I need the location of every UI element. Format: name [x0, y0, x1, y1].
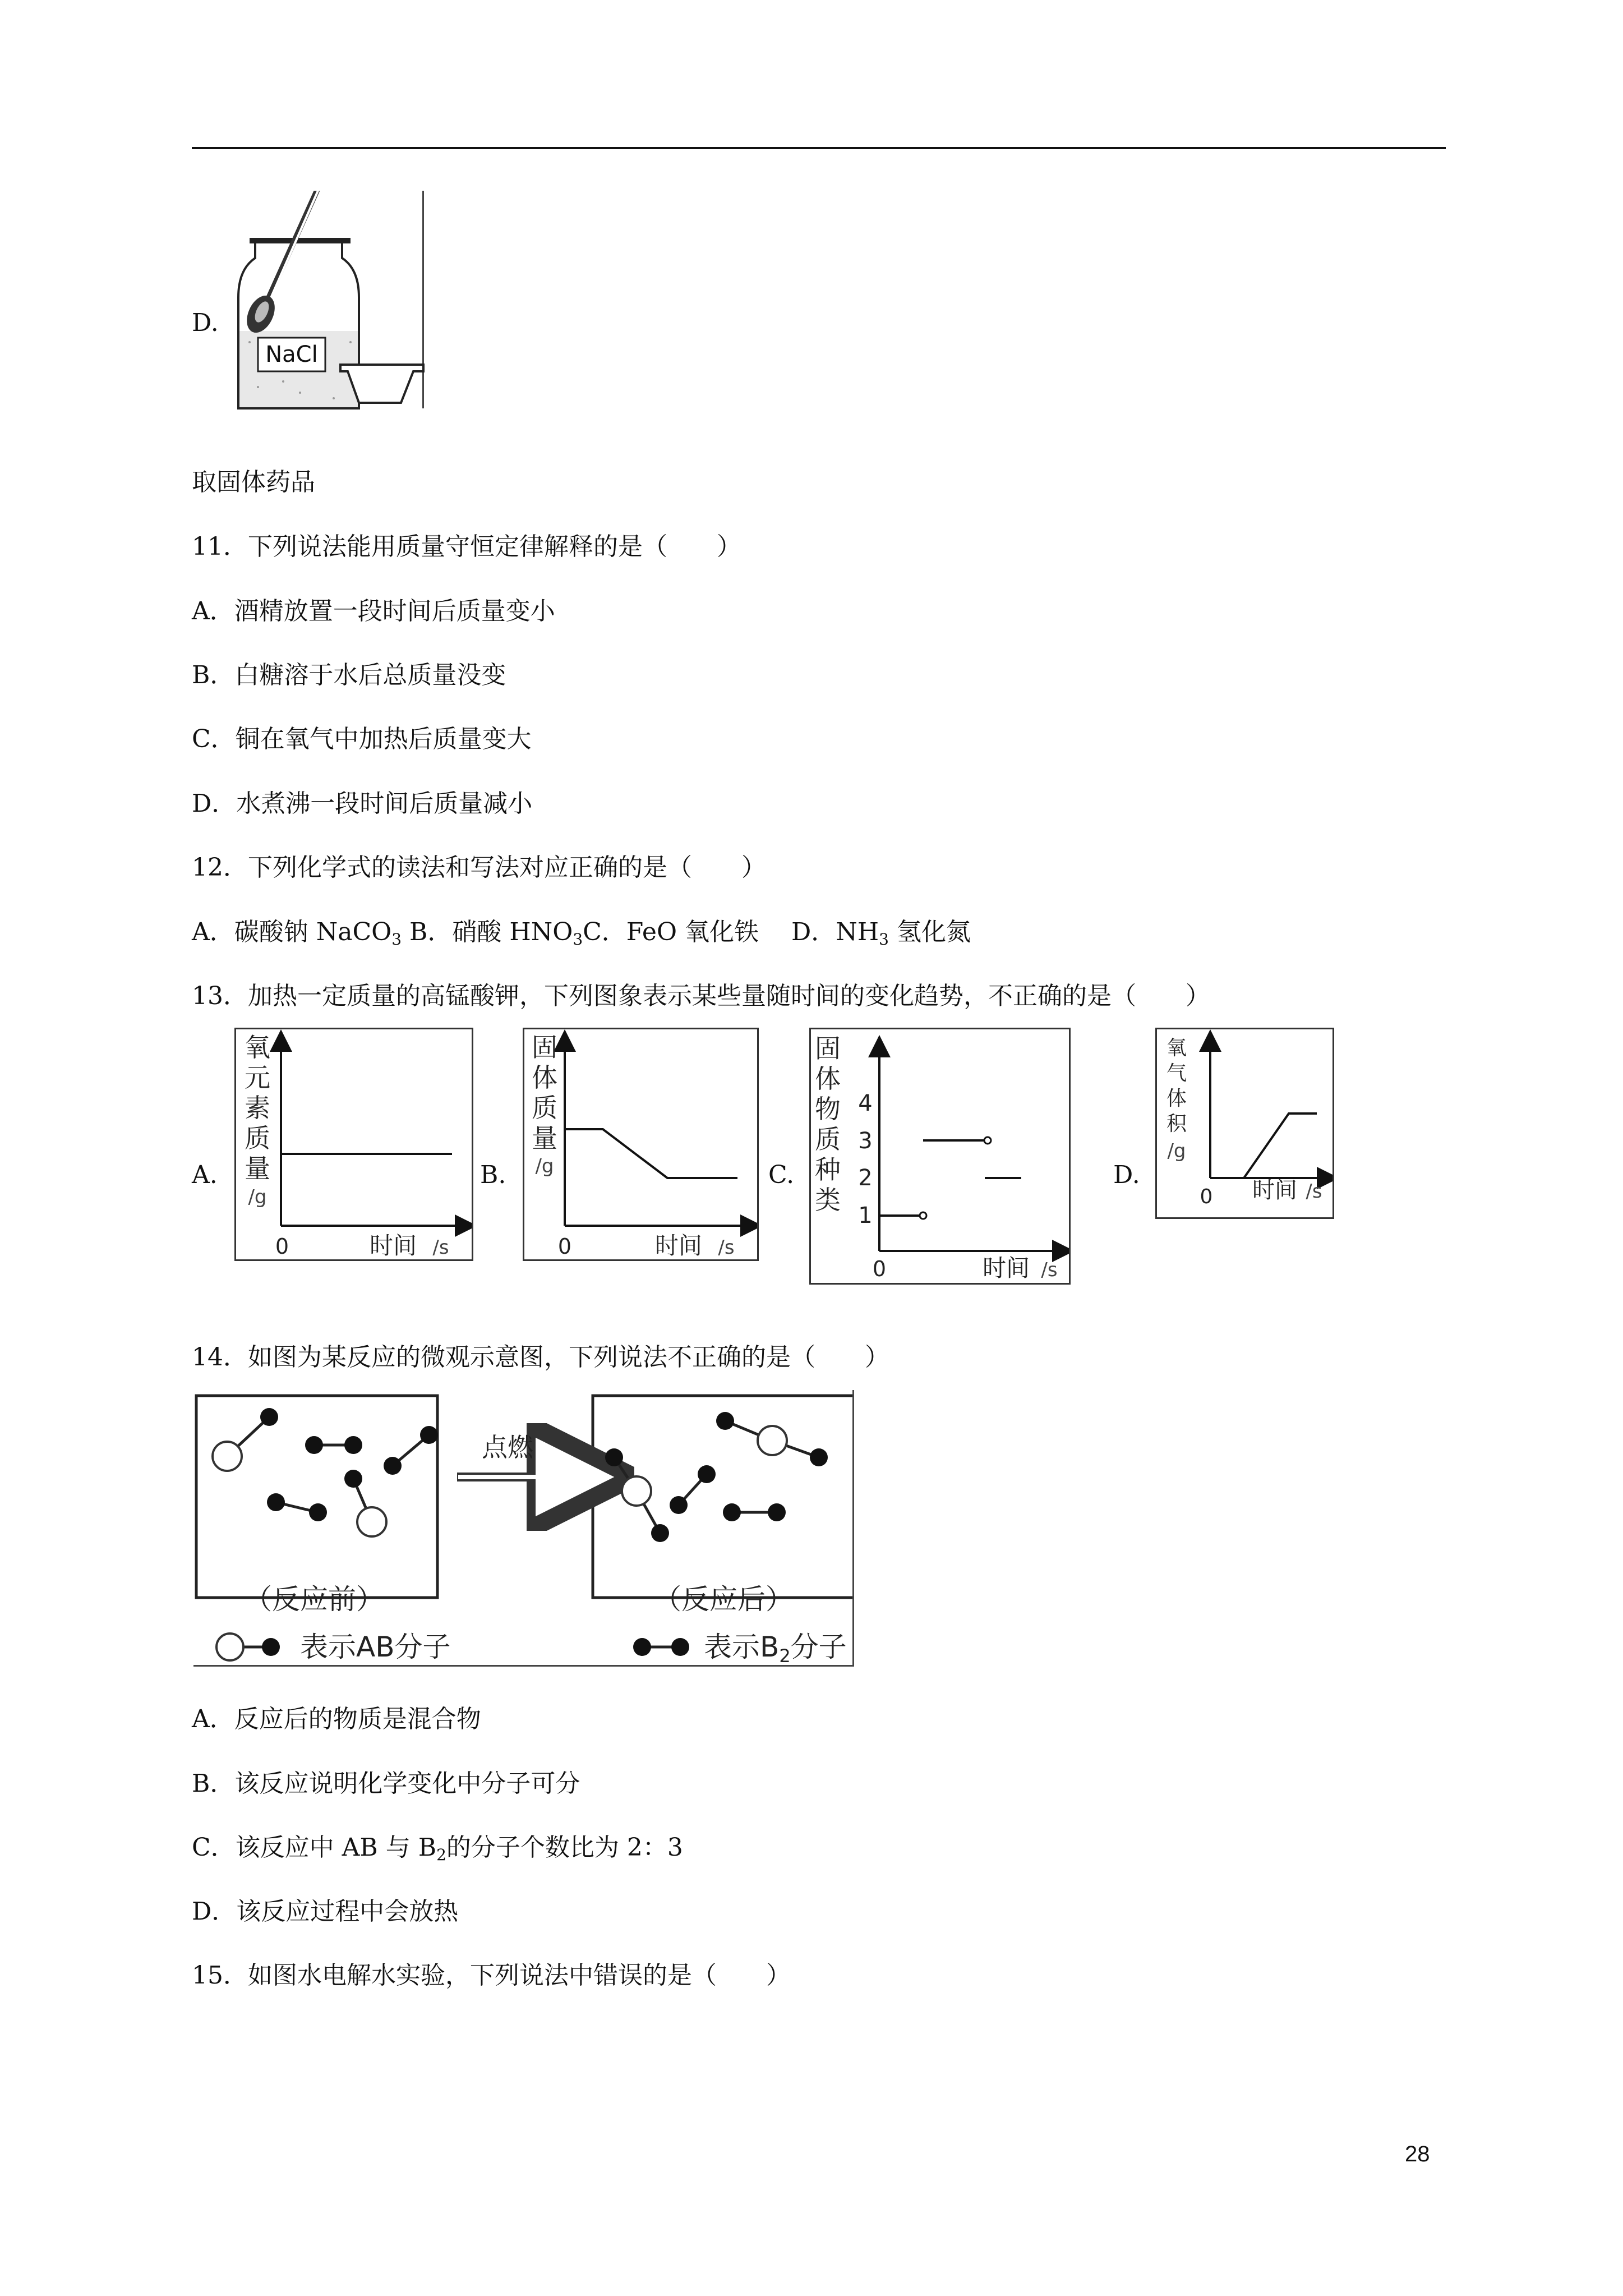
- q13-label-a: A.: [192, 1161, 218, 1189]
- svg-text:/s: /s: [718, 1236, 735, 1259]
- q10-figure: [233, 191, 426, 409]
- q14-figure: [193, 1390, 854, 1667]
- svg-text:0: 0: [1200, 1185, 1213, 1208]
- q10-option-letter: D.: [192, 309, 219, 337]
- svg-text:/g: /g: [248, 1186, 267, 1208]
- svg-text:时间: 时间: [1252, 1177, 1297, 1203]
- q10-caption: 取固体药品: [192, 468, 315, 496]
- svg-text:0: 0: [872, 1257, 887, 1281]
- q13-label-d: D.: [1113, 1161, 1140, 1189]
- reagent-bottle-spoon-figure: [233, 191, 426, 409]
- svg-text:时间: 时间: [654, 1232, 703, 1259]
- bottle-label: NaCl: [265, 342, 318, 367]
- svg-text:时间: 时间: [369, 1232, 417, 1259]
- legend-ab: 表示AB分子: [300, 1631, 451, 1663]
- svg-text:/g: /g: [535, 1155, 554, 1177]
- q11-option-c: C．铜在氧气中加热后质量变大: [192, 725, 532, 753]
- q12-option-a: A．碳酸钠 NaCO: [192, 918, 392, 946]
- graph-c: [809, 1028, 1071, 1285]
- q11-option-b: B．白糖溶于水后总质量没变: [192, 661, 506, 689]
- legend-b2: 表示$B_2$分子: [704, 1631, 847, 1665]
- q12-option-b: B．硝酸 HNO: [402, 918, 573, 946]
- svg-text:/s: /s: [1306, 1180, 1322, 1203]
- q13-label-b: B.: [480, 1161, 506, 1189]
- svg-text:0: 0: [275, 1234, 289, 1259]
- q12-option-c-d: C．FeO 氧化铁 D．NH: [583, 918, 879, 946]
- after-caption: （反应后）: [653, 1583, 794, 1616]
- svg-text:0: 0: [557, 1234, 572, 1259]
- svg-text:时间: 时间: [982, 1254, 1030, 1282]
- q14-option-b: B．该反应说明化学变化中分子可分: [192, 1769, 580, 1798]
- q11-option-a: A．酒精放置一段时间后质量变小: [192, 597, 555, 625]
- q14-option-a: A．反应后的物质是混合物: [192, 1705, 481, 1733]
- q13-label-c: C.: [768, 1161, 795, 1189]
- svg-text:3: 3: [858, 1128, 873, 1154]
- arrow-label: 点燃: [482, 1432, 533, 1462]
- graph-d-ylabel: 氧气体积: [1166, 1037, 1187, 1135]
- q12-stem: 12．下列化学式的读法和写法对应正确的是（ ）: [192, 853, 766, 882]
- svg-text:/s: /s: [1041, 1259, 1058, 1281]
- q12-options: A．碳酸钠 NaCO$_3$ B．硝酸 $HNO_3C$．FeO 氧化铁 D．$NH_3$ 氢化氮: [192, 918, 971, 949]
- svg-text:1: 1: [858, 1203, 873, 1228]
- graph-b-ylabel: 固体质量: [532, 1032, 557, 1153]
- svg-text:/g: /g: [1167, 1140, 1186, 1162]
- before-caption: （反应前）: [244, 1583, 384, 1616]
- page-number: 28: [1405, 2142, 1430, 2166]
- graph-a: [234, 1028, 473, 1261]
- q11-option-d: D．水煮沸一段时间后质量减小: [192, 789, 533, 818]
- q15-stem: 15．如图水电解水实验，下列说法中错误的是（ ）: [192, 1961, 791, 1990]
- graph-c-ylabel: 固体物质种类: [815, 1033, 841, 1215]
- svg-text:/s: /s: [432, 1236, 449, 1259]
- q14-option-d: D．该反应过程中会放热: [192, 1897, 459, 1926]
- graph-a-ylabel: 氧元素质量: [245, 1032, 270, 1184]
- svg-text:4: 4: [858, 1091, 873, 1116]
- q13-stem: 13．加热一定质量的高锰酸钾，下列图象表示某些量随时间的变化趋势，不正确的是（ ）: [192, 982, 1210, 1010]
- header-rule: [192, 147, 1446, 149]
- q14-option-c: C．该反应中 AB 与 $B_2$的分子个数比为 2：3: [192, 1833, 683, 1864]
- svg-text:2: 2: [858, 1165, 873, 1191]
- graph-b: [523, 1028, 759, 1261]
- q14-stem: 14．如图为某反应的微观示意图，下列说法不正确的是（ ）: [192, 1343, 889, 1372]
- graph-d: [1155, 1028, 1334, 1219]
- q11-stem: 11．下列说法能用质量守恒定律解释的是（ ）: [192, 532, 741, 561]
